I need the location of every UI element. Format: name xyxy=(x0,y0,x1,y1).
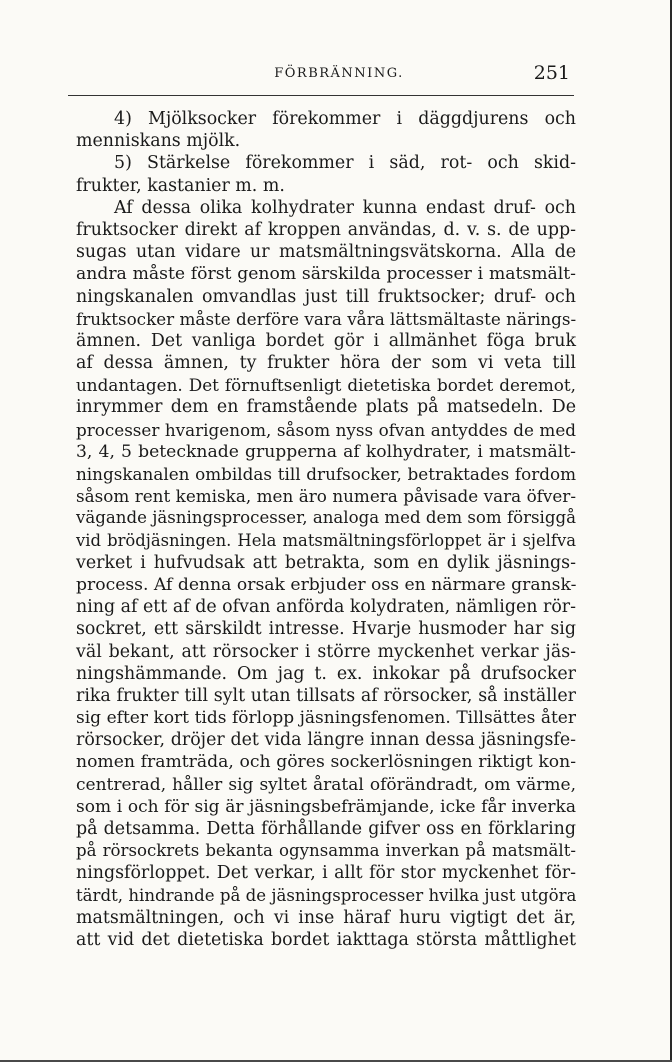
text-line: sig efter kort tids förlopp jäsningsfenomen. Tillsättes åter xyxy=(76,708,576,729)
text-line: 3, 4, 5 betecknade grupperna af kolhydrater, i matsmält- xyxy=(76,441,576,462)
text-line: väl bekant, att rörsocker i större myckenhet verkar jäs- xyxy=(76,641,576,662)
text-line: nomen framträda, och göres sockerlösningen riktigt kon- xyxy=(76,752,576,773)
text-line: vid brödjäsningen. Hela matsmältningsförloppet är i sjelfva xyxy=(76,530,576,550)
text-line: inrymmer dem en framstående plats på matsedeln. De xyxy=(76,397,576,418)
text-line: rörsocker, dröjer det vida längre innan dessa jäsningsfe- xyxy=(76,730,576,751)
text-line: sugas utan vidare ur matsmältningsvätskorna. Alla de xyxy=(76,242,576,263)
text-line: rika frukter till sylt utan tillsats af rörsocker, så inställer xyxy=(76,685,576,706)
body-text xyxy=(76,108,576,951)
text-line: ningsförloppet. Det verkar, i allt för stor myckenhet för- xyxy=(76,863,576,884)
text-line: såsom rent kemiska, men äro numera påvisade vara öfver- xyxy=(76,486,576,507)
text-line: ningshämmande. Om jag t. ex. inkokar på drufsocker xyxy=(76,663,576,684)
text-line: processer hvarigenom, såsom nyss ofvan antyddes de med xyxy=(76,419,576,440)
text-line: fruktsocker måste derföre vara våra lättsmältaste närings- xyxy=(76,308,577,329)
text-line: sockret, ett särskildt intresse. Hvarje husmoder har sig xyxy=(76,619,576,640)
text-line: 5) Stärkelse förekommer i säd, rot- och skid- xyxy=(114,153,576,174)
text-line: att vid det dietetiska bordet iakttaga största måttlighet xyxy=(76,929,576,950)
text-line: menniskans mjölk. xyxy=(76,131,241,152)
text-line: 4) Mjölksocker förekommer i däggdjurens och xyxy=(114,109,576,129)
text-line: på rörsockrets bekanta ogynsamma inverkan på matsmält- xyxy=(76,841,576,861)
text-line: ämnen. Det vanliga bordet gör i allmänhet föga bruk xyxy=(76,330,576,351)
text-line: af dessa ämnen, ty frukter höra der som vi veta till xyxy=(76,353,576,374)
text-line: tärdt, hindrande på de jäsningsprocesser hvilka just utgöra xyxy=(76,885,577,905)
text-line: matsmältningen, och vi inse häraf huru vigtigt det är, xyxy=(76,907,576,928)
running-header xyxy=(74,62,574,88)
text-line: frukter, kastanier m. m. xyxy=(76,175,285,196)
text-line: som i och för sig är jäsningsbefrämjande, icke får inverka xyxy=(76,796,576,817)
text-line: process. Af denna orsak erbjuder oss en närmare gransk- xyxy=(76,574,577,595)
running-title: FÖRBRÄNNING. xyxy=(274,66,404,81)
text-line: undantagen. Det förnuftsenligt dietetiska bordet deremot, xyxy=(76,375,576,396)
text-line: centrerad, håller sig syltet åratal oförändradt, om värme, xyxy=(76,774,576,795)
text-line: ningskanalen ombildas till drufsocker, betraktades fordom xyxy=(76,464,576,484)
header-rule xyxy=(68,95,574,96)
text-line: verket i hufvudsak att betrakta, som en dylik jäsnings- xyxy=(76,552,576,573)
text-line: på detsamma. Detta förhållande gifver oss en förklaring xyxy=(76,819,576,839)
text-line: Af dessa olika kolhydrater kunna endast druf- och xyxy=(114,197,576,218)
text-line: fruktsocker direkt af kroppen användas, d. v. s. de upp- xyxy=(76,219,576,240)
page-number: 251 xyxy=(533,62,570,84)
text-line: ning af ett af de ofvan anförda kolydraten, nämligen rör- xyxy=(76,597,576,618)
text-line: andra måste först genom särskilda processer i matsmält- xyxy=(76,264,576,285)
text-line: ningskanalen omvandlas just till fruktsocker; druf- och xyxy=(76,286,576,307)
text-line: vägande jäsningsprocesser, analoga med dem som försiggå xyxy=(76,508,576,528)
